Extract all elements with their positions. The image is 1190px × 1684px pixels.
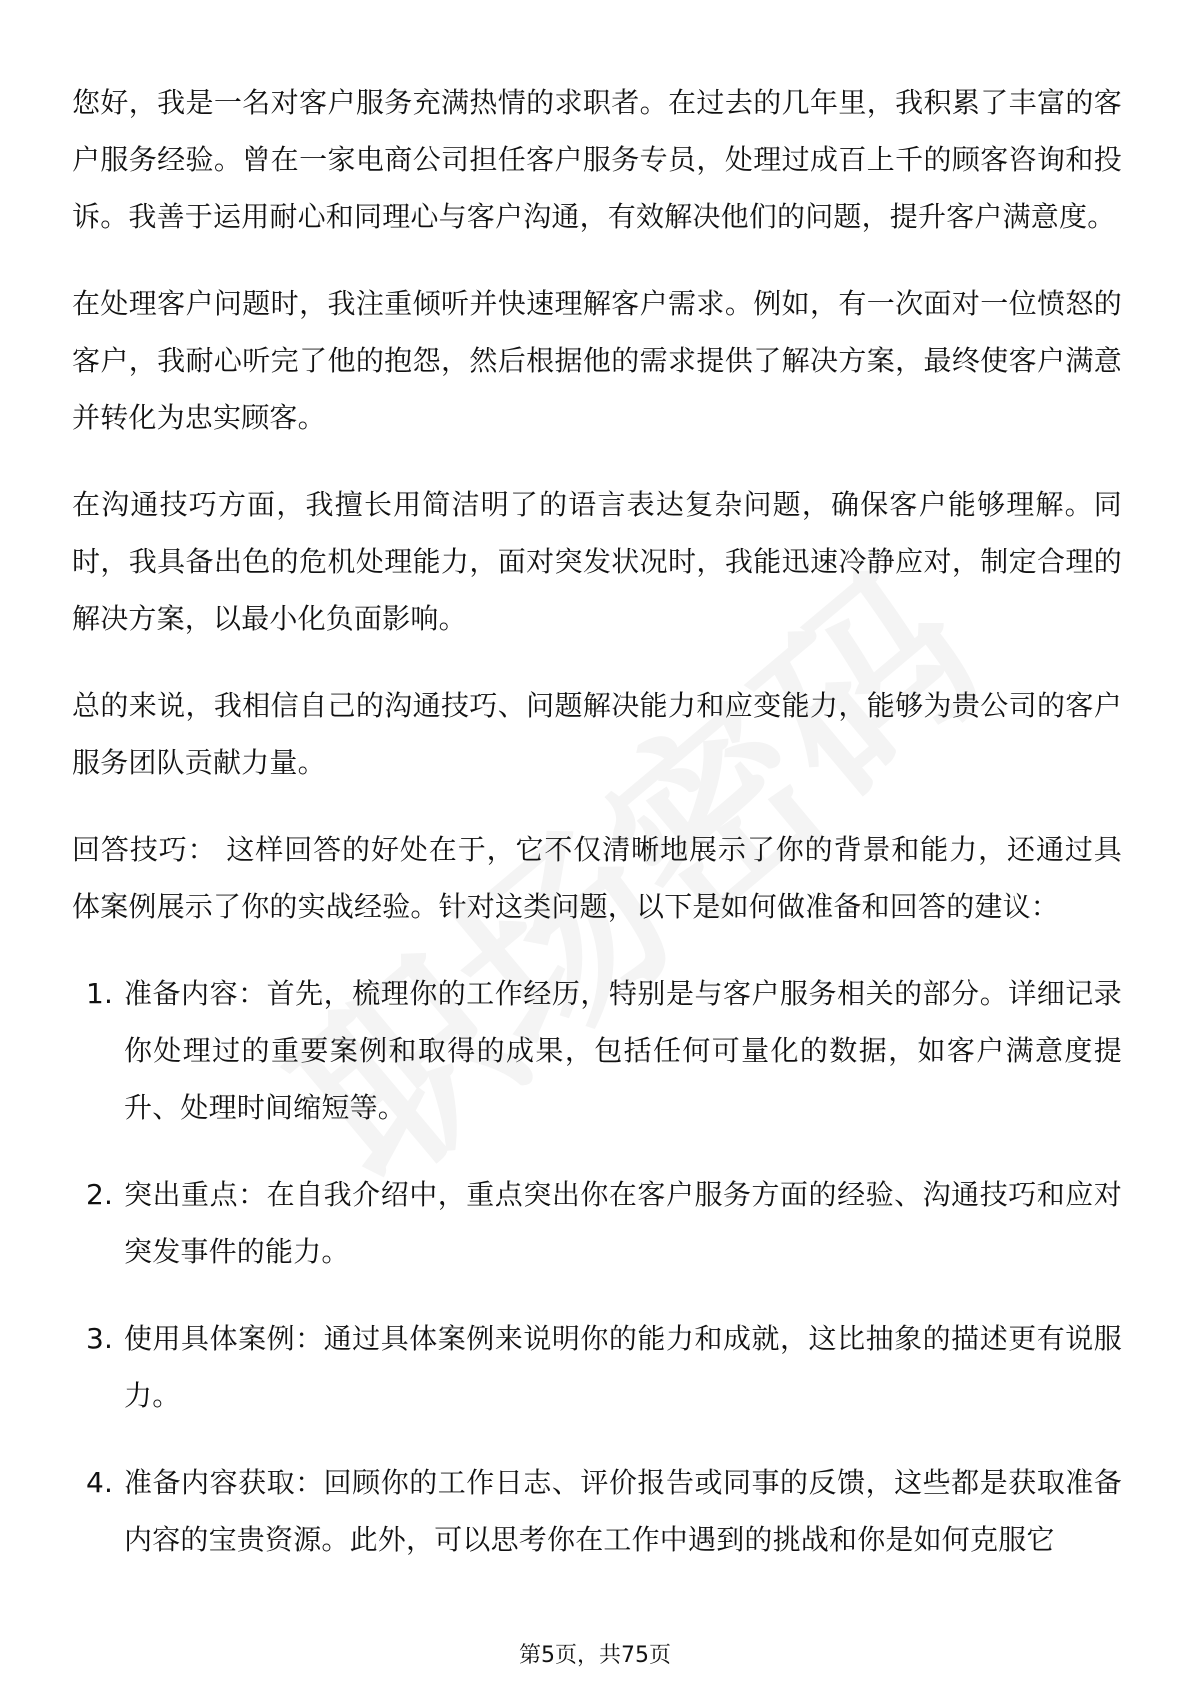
list-item-text: 准备内容：首先，梳理你的工作经历，特别是与客户服务相关的部分。详细记录你处理过的重要案例和取得的成果，包括任何可量化的数据，如客户满意度提升、处理时间缩短等。 <box>124 977 1122 1124</box>
document-body <box>72 74 1122 1598</box>
list-item <box>72 1166 1122 1280</box>
list-item <box>72 965 1122 1136</box>
list-number: 3. <box>86 1322 114 1355</box>
page-number: 第5页，共75页 <box>519 1643 671 1668</box>
list-item-text: 准备内容获取：回顾你的工作日志、评价报告或同事的反馈，这些都是获取准备内容的宝贵资源。此外，可以思考你在工作中遇到的挑战和你是如何克服它 <box>124 1466 1122 1556</box>
paragraph-intro: 您好，我是一名对客户服务充满热情的求职者。在过去的几年里，我积累了丰富的客户服务经验。曾在一家电商公司担任客户服务专员，处理过成百上千的顾客咨询和投诉。我善于运用耐心和同理心与客户沟通，有效解决他们的问题，提升客户满意度。 <box>72 86 1122 233</box>
list-item <box>72 1310 1122 1424</box>
list-number: 1. <box>86 977 114 1010</box>
list-item-text: 突出重点：在自我介绍中，重点突出你在客户服务方面的经验、沟通技巧和应对突发事件的能力。 <box>124 1178 1122 1268</box>
paragraph-answer-tips: 回答技巧： 这样回答的好处在于，它不仅清晰地展示了你的背景和能力，还通过具体案例展示了你的实战经验。针对这类问题，以下是如何做准备和回答的建议： <box>72 833 1122 923</box>
paragraph-handling: 在处理客户问题时，我注重倾听并快速理解客户需求。例如，有一次面对一位愤怒的客户，我耐心听完了他的抱怨，然后根据他的需求提供了解决方案，最终使客户满意并转化为忠实顾客。 <box>72 287 1122 434</box>
list-item <box>72 1454 1122 1568</box>
advice-list <box>72 965 1122 1568</box>
list-item-text: 使用具体案例：通过具体案例来说明你的能力和成就，这比抽象的描述更有说服力。 <box>124 1322 1122 1412</box>
paragraph-summary: 总的来说，我相信自己的沟通技巧、问题解决能力和应变能力，能够为贵公司的客户服务团队贡献力量。 <box>72 689 1122 779</box>
paragraph-communication: 在沟通技巧方面，我擅长用简洁明了的语言表达复杂问题，确保客户能够理解。同时，我具备出色的危机处理能力，面对突发状况时，我能迅速冷静应对，制定合理的解决方案，以最小化负面影响。 <box>72 488 1122 635</box>
list-number: 4. <box>86 1466 114 1499</box>
list-number: 2. <box>86 1178 114 1211</box>
